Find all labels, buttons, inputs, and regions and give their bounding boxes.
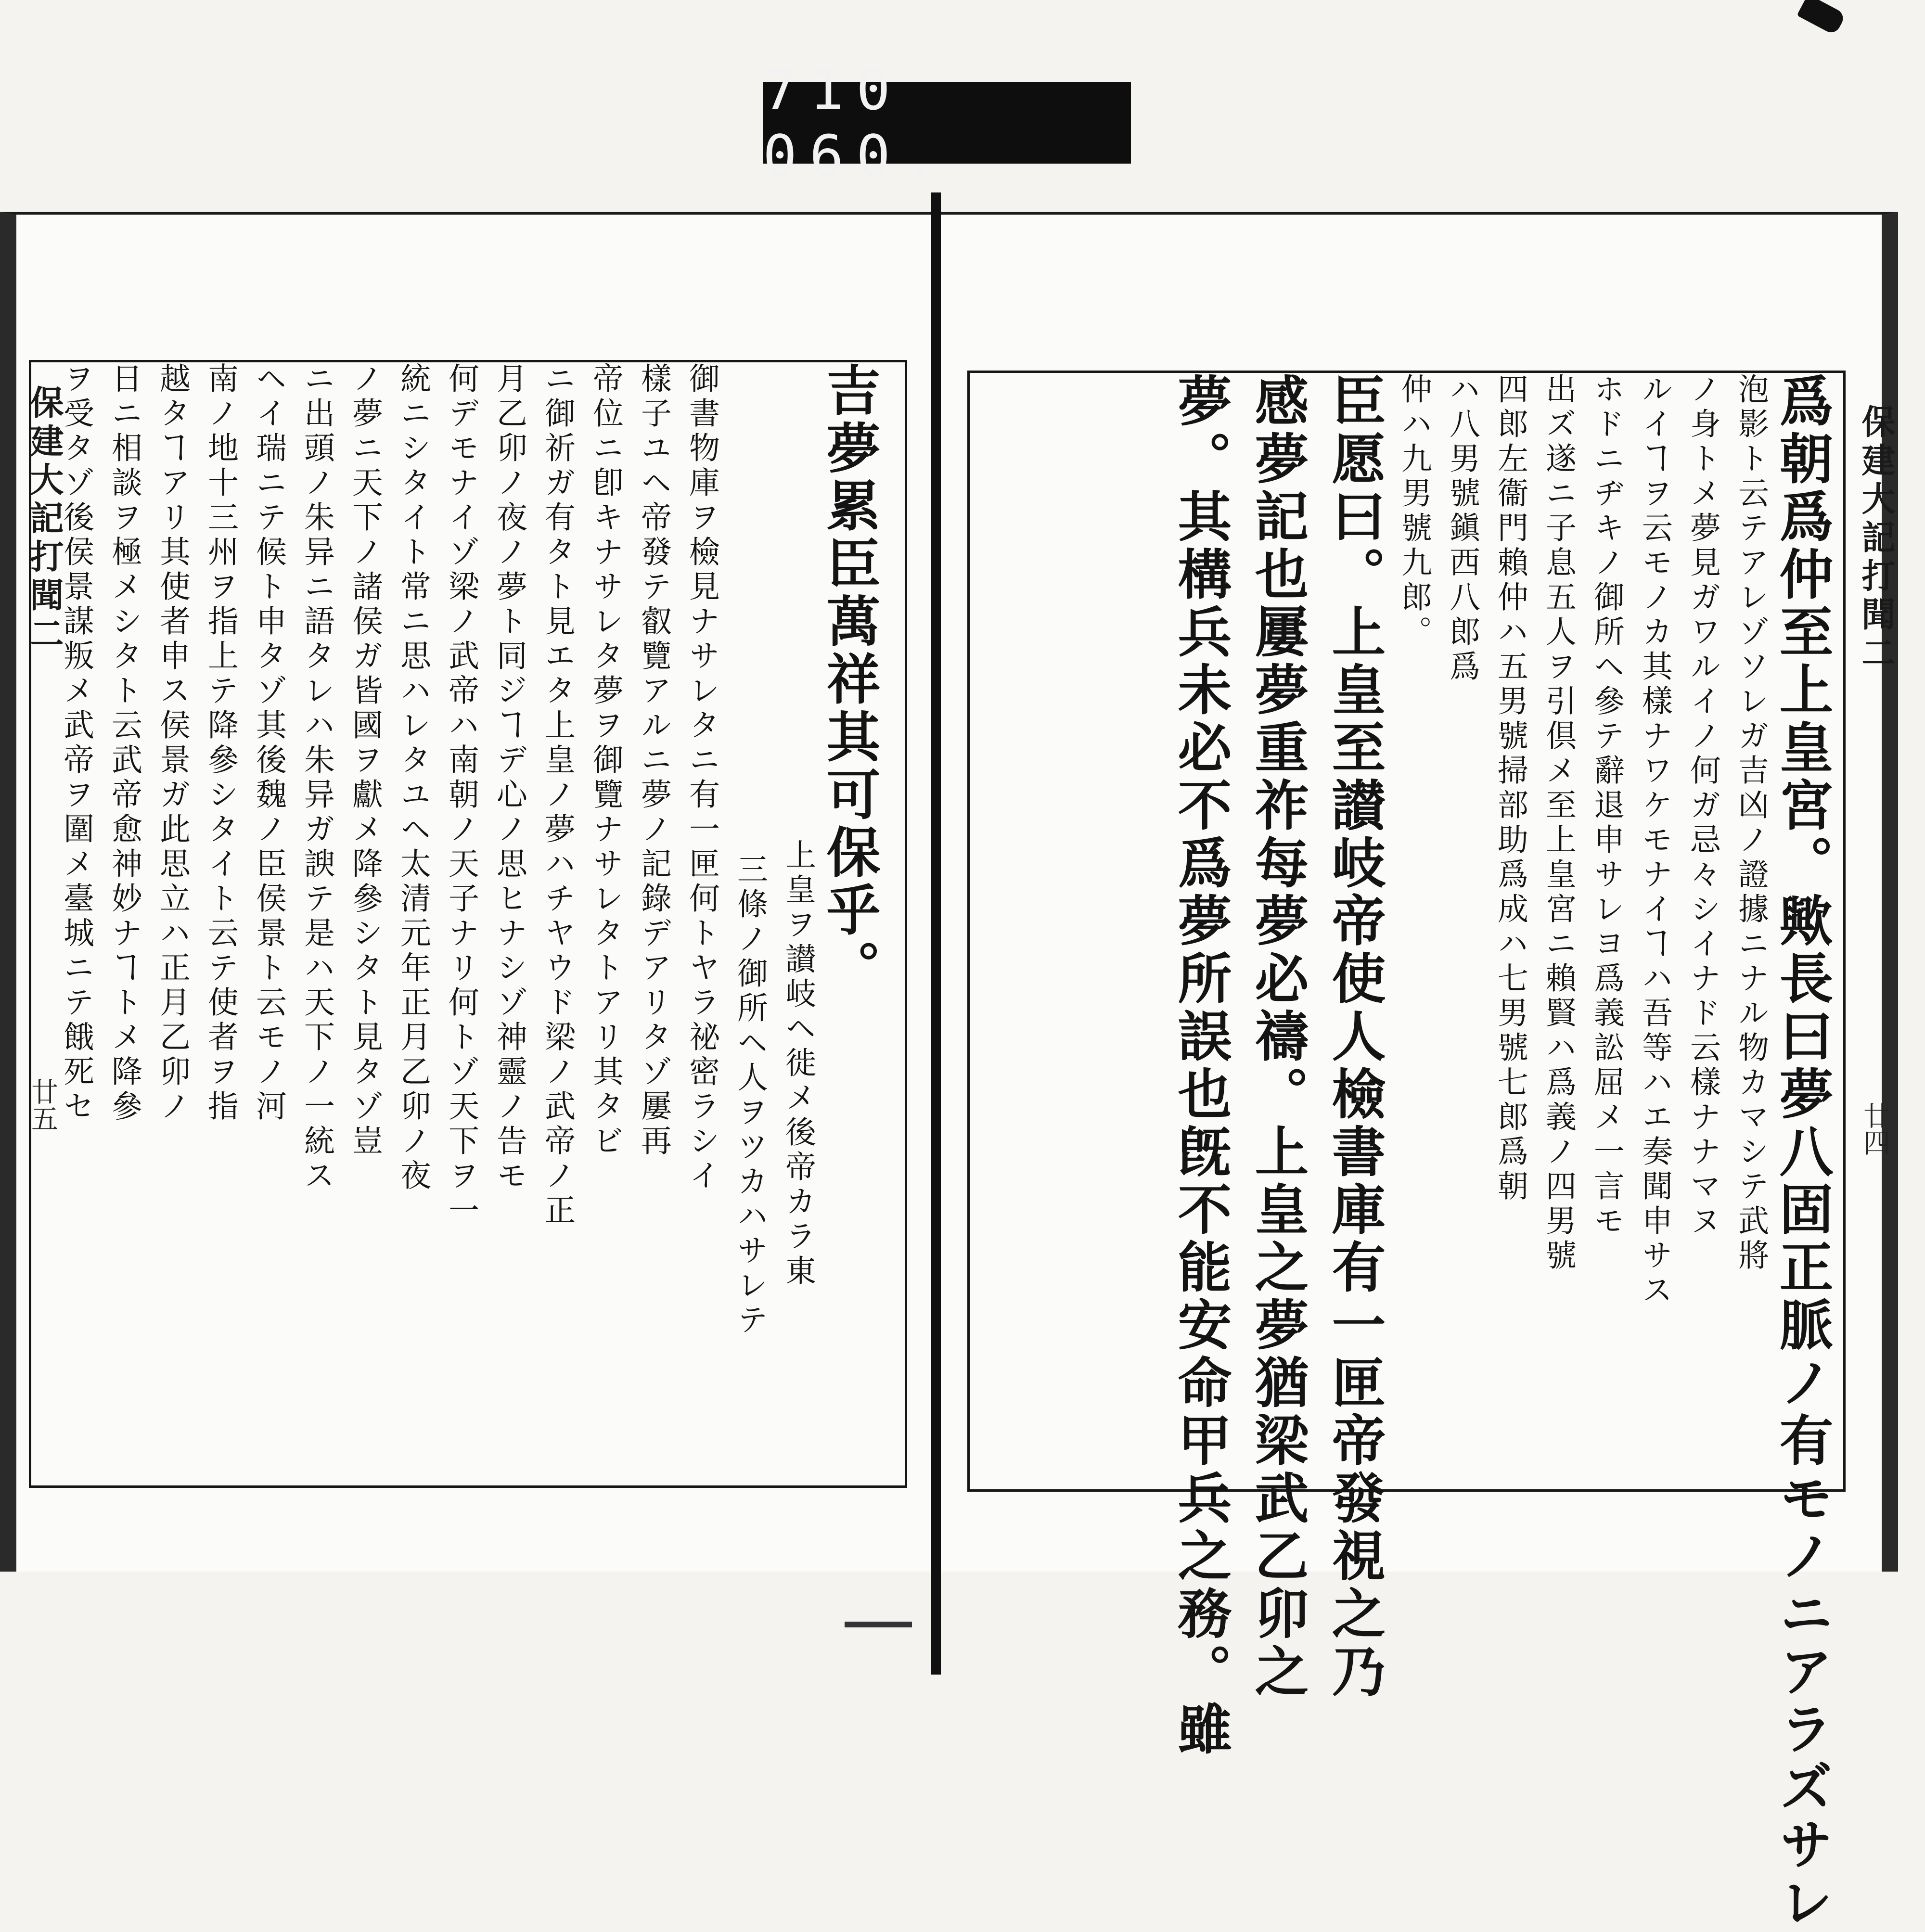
left-column-2: 上皇ヲ讃岐ヘ徙メ後帝カラ東 [780,839,816,1289]
left-column-12: ニ出頭ノ朱异ニ語タレハ朱异ガ諛テ是ハ天下ノ一統ス [299,362,334,1194]
right-leaf-number: 廿四 [1859,1102,1890,1156]
right-column-4: ルイヿヲ云モノカ其樣ナワケモナイヿハ吾等ハエ奏聞申サス [1637,373,1672,1308]
left-text-frame [29,360,907,1488]
left-column-8: 月乙卯ノ夜ノ夢ト同ジヿデ心ノ思ヒナシゾ神靈ノ告モ [491,362,527,1194]
left-column-16: 日ニ相談ヲ極メシタト云武帝愈神妙ナヿトメ降參 [106,362,142,1125]
spine-foot-mark [845,1622,912,1627]
left-column-3: 三條ノ御所ヘ人ヲツカハサレテ [732,853,768,1338]
right-column-3: ノ身トメ夢見ガワルイノ何ガ忌々シイナド云樣ナナマヌ [1685,373,1720,1239]
right-column-10: 臣愿曰。上皇至讃岐帝使人檢書庫有一匣帝發視之乃 [1323,373,1386,1701]
right-column-12: 夢。其構兵未必不爲夢所誤也旣不能安命甲兵之務。雖 [1169,373,1232,1759]
right-running-title: 保建大記打聞二 [1856,404,1896,674]
left-column-7: ニ御祈ガ有タト見エタ上皇ノ夢ハチヤウド梁ノ武帝ノ正 [539,362,575,1228]
left-column-4: 御書物庫ヲ檢見ナサレタニ有一匣何トヤラ祕密ラシイ [684,362,719,1194]
left-column-13: ヘイ瑞ニテ候ト申タゾ其後魏ノ臣侯景ト云モノ河 [251,362,286,1125]
right-column-8: ハ八男號鎭西八郎爲 [1444,373,1480,685]
right-column-5: ホドニヂキノ御所ヘ參テ辭退申サレヨ爲義訟屈メ一言モ [1589,373,1624,1239]
right-column-11: 感夢記也屢夢重祚每夢必禱。上皇之夢猶梁武乙卯之 [1246,373,1309,1701]
corner-mark [1797,0,1847,36]
left-column-17: ヲ受タゾ後侯景謀叛メ武帝ヲ圍メ臺城ニテ餓死セ [58,362,94,1125]
book-spine [931,192,941,1675]
left-column-1: 吉夢累臣萬祥其可保乎。 [818,362,881,998]
right-column-7: 四郎左衞門賴仲ハ五男號掃部助爲成ハ七男號七郎爲朝 [1492,373,1528,1204]
left-column-11: ノ夢ニ天下ノ諸侯ガ皆國ヲ獻メ降參シタト見タゾ豈 [347,362,383,1159]
left-column-6: 帝位ニ卽キナサレタ夢ヲ御覽ナサレタトアリ其タビ [588,362,623,1159]
left-running-title: 保建大記打聞二 [25,385,64,654]
book-spread [0,212,1903,1932]
left-column-9: 何デモナイゾ梁ノ武帝ハ南朝ノ天子ナリ何トゾ天下ヲ一 [443,362,479,1228]
accession-label: 710 060. [763,82,1131,164]
right-column-2: 泡影ト云テアレゾソレガ吉凶ノ證據ニナル物カマシテ武將 [1733,373,1769,1274]
left-column-5: 樣子ユヘ帝發テ叡覽アルニ夢ノ記錄デアリタゾ屢再 [636,362,671,1159]
left-column-14: 南ノ地十三州ヲ指上テ降參シタイト云テ使者ヲ指 [203,362,238,1125]
right-text-frame [967,371,1846,1932]
left-column-10: 統ニシタイト常ニ思ハレタユヘ太清元年正月乙卯ノ夜 [395,362,431,1194]
right-column-9: 仲ハ九男號九郎。 [1396,373,1432,650]
right-column-6: 出ズ遂ニ子息五人ヲ引倶メ至上皇宮ニ賴賢ハ爲義ノ四男號 [1540,373,1576,1274]
left-leaf-number: 廿五 [27,1078,58,1132]
left-column-15: 越タヿアリ其使者申ス侯景ガ此思立ハ正月乙卯ノ [154,362,190,1125]
right-column-1: 爲朝爲仲至上皇宮。歟長曰夢八固正脈ノ有モノニアラズサレ [1771,373,1834,1932]
